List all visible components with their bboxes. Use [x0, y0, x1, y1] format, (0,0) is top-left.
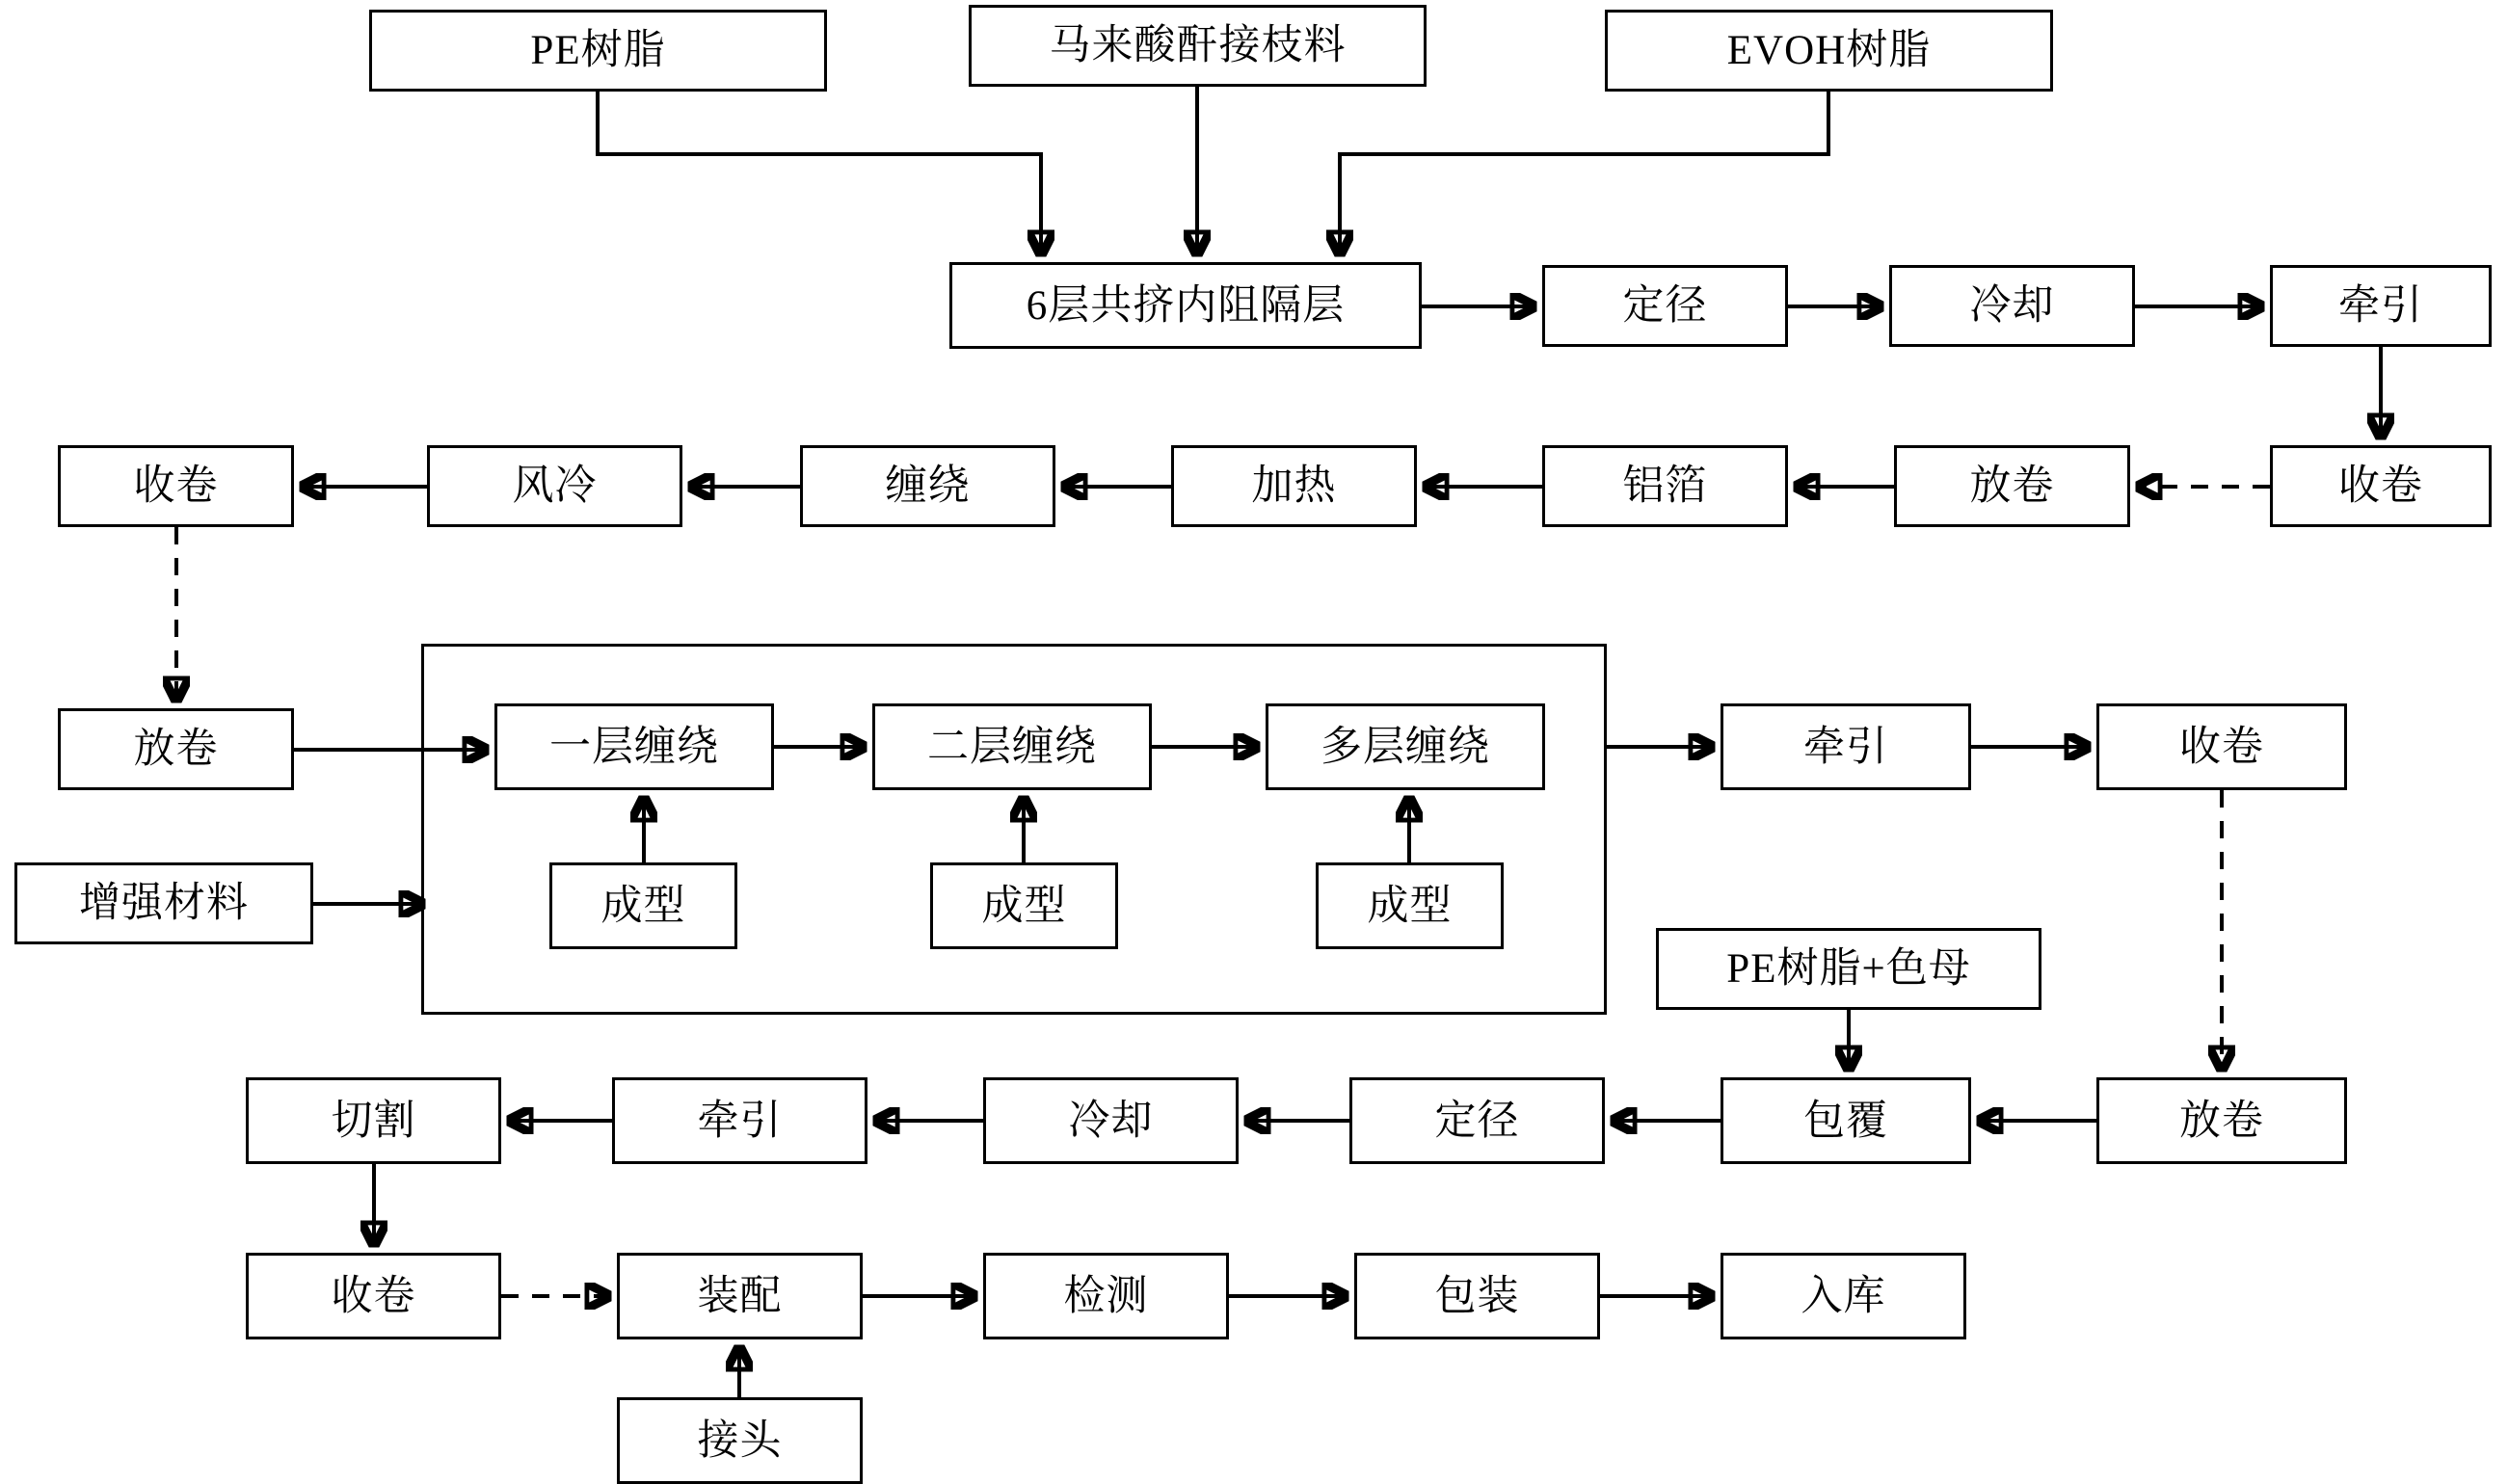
node-layer-one[interactable]: 一层缠绕 [494, 703, 774, 790]
node-heating[interactable]: 加热 [1171, 445, 1417, 527]
node-layer-multi[interactable]: 多层缠绕 [1266, 703, 1545, 790]
node-coextrusion[interactable]: 6层共挤内阻隔层 [949, 262, 1422, 349]
node-pe-resin[interactable]: PE树脂 [369, 10, 827, 92]
node-forming-1[interactable]: 成型 [549, 862, 737, 949]
node-winding-4[interactable]: 收卷 [246, 1253, 501, 1339]
node-assembly[interactable]: 装配 [617, 1253, 863, 1339]
node-air-cooling[interactable]: 风冷 [427, 445, 682, 527]
node-reinforce-material[interactable]: 增强材料 [14, 862, 313, 944]
node-packaging[interactable]: 包装 [1354, 1253, 1600, 1339]
node-wrapping-1[interactable]: 缠绕 [800, 445, 1055, 527]
node-joint[interactable]: 接头 [617, 1397, 863, 1484]
node-pe-resin-color-masterbatch[interactable]: PE树脂+色母 [1656, 928, 2041, 1010]
winding-station-group [421, 644, 1607, 1015]
node-unwinding-3[interactable]: 放卷 [2096, 1077, 2347, 1164]
node-inspection[interactable]: 检测 [983, 1253, 1229, 1339]
node-haul-3[interactable]: 牵引 [612, 1077, 867, 1164]
edge-evoh-to-coextrusion [1340, 92, 1828, 252]
node-mah-graft[interactable]: 马来酸酐接枝料 [969, 5, 1427, 87]
node-warehousing[interactable]: 入库 [1721, 1253, 1966, 1339]
node-winding-2[interactable]: 收卷 [58, 445, 294, 527]
node-forming-2[interactable]: 成型 [930, 862, 1118, 949]
node-cooling-2[interactable]: 冷却 [983, 1077, 1239, 1164]
node-haul-1[interactable]: 牵引 [2270, 265, 2492, 347]
node-evoh-resin[interactable]: EVOH树脂 [1605, 10, 2053, 92]
node-forming-3[interactable]: 成型 [1316, 862, 1504, 949]
node-layer-two[interactable]: 二层缠绕 [872, 703, 1152, 790]
node-alu-foil[interactable]: 铝箔 [1542, 445, 1788, 527]
node-cooling-1[interactable]: 冷却 [1889, 265, 2135, 347]
node-coating[interactable]: 包覆 [1721, 1077, 1971, 1164]
node-sizing-1[interactable]: 定径 [1542, 265, 1788, 347]
edge-pe-resin-to-coextrusion [598, 92, 1041, 252]
node-unwinding-2[interactable]: 放卷 [58, 708, 294, 790]
node-unwinding-1[interactable]: 放卷 [1894, 445, 2130, 527]
node-cutting[interactable]: 切割 [246, 1077, 501, 1164]
node-haul-2[interactable]: 牵引 [1721, 703, 1971, 790]
node-winding-3[interactable]: 收卷 [2096, 703, 2347, 790]
node-winding-1[interactable]: 收卷 [2270, 445, 2492, 527]
node-sizing-2[interactable]: 定径 [1349, 1077, 1605, 1164]
